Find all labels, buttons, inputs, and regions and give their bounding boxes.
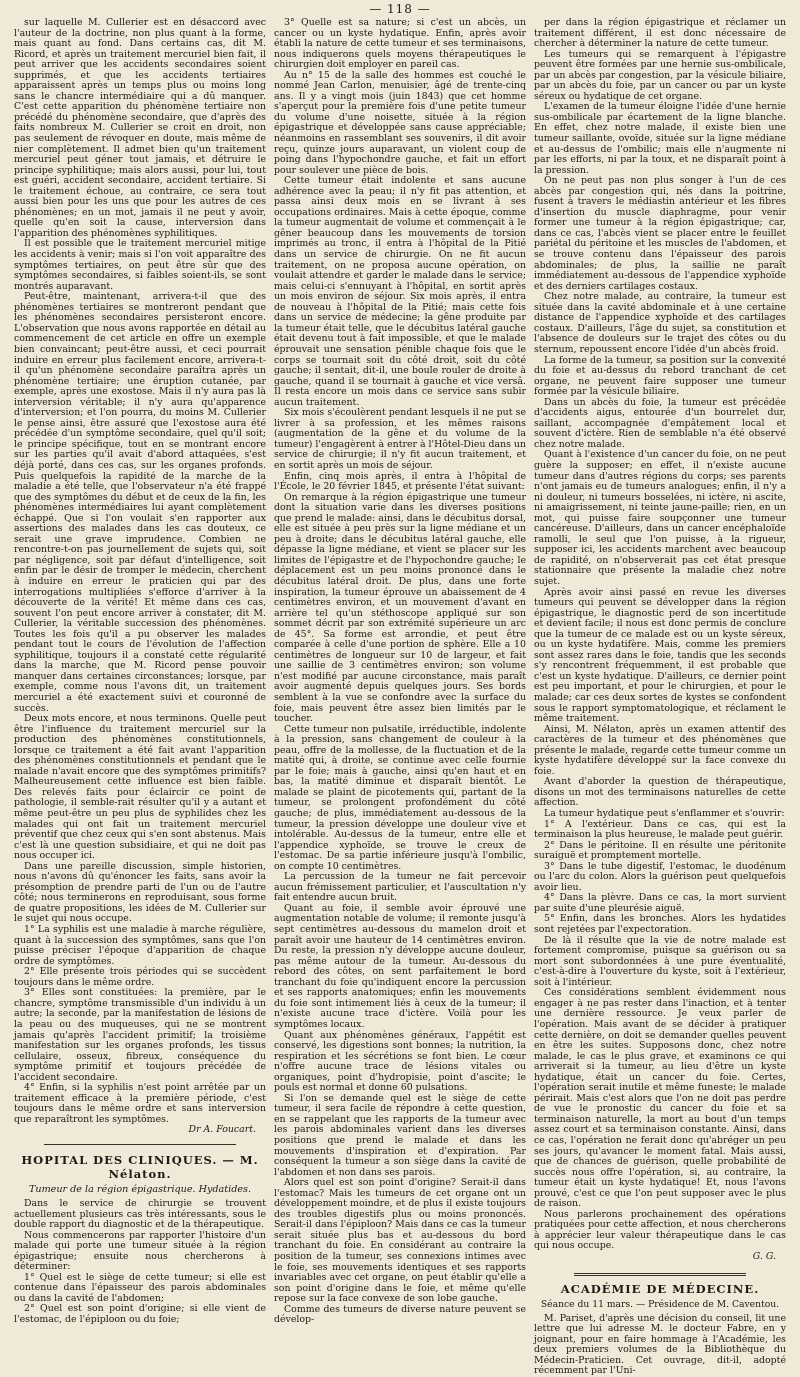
paragraph: 3° Elles sont constituées: la première, par le chancre, symptôme transmissible d'un individu à un autre; la seconde, par la manifestation de lésions de la peau ou des muqueuses, qui ne se montrent jamais qu'après l'accident primitif; la troisième manifestation sur les organes profonds, les tissus cellulaire, osseux, fibreux, conséquence du symptôme primitif et toujours précédée de l'accident secondaire. — [14, 987, 266, 1083]
paragraph: Avant d'aborder la question de thérapeutique, disons un mot des terminaisons naturelles de cette affection. — [534, 776, 786, 809]
paragraph: 2° Dans le péritoine. Il en résulte une péritonite suraiguë et promptement mortelle. — [534, 839, 786, 862]
paragraph: Quant à l'existence d'un cancer du foie, on ne peut guère la supposer; en effet, il n'existe aucune tumeur dans d'autres régions du corps; ses parents n'ont jamais eu de tumeurs analogues; enfin, il n'y a ni douleur, ni tumeurs bosselées, ni ictère, ni ascite, ni amaigrissement, ni teinte jaune-paille; rien, en un mot, qui puisse faire soupçonner une tumeur cancéreuse. D'ailleurs, dans un cancer encéphaloïde ramolli, le seul que l'on puisse, à la rigueur, supposer ici, les accidents marchent avec beaucoup de rapidité, on n'observerait pas cet état presque stationnaire que présente la maladie chez notre sujet. — [534, 449, 787, 587]
paragraph: per dans la région épigastrique et réclamer un traitement différent, il est donc nécessaire de chercher à déterminer la nature de cette tumeur. — [534, 17, 786, 50]
paragraph: sur laquelle M. Cullerier est en désaccord avec l'auteur de la doctrine, non plus quant à la forme, mais quant au fond. Dans certains cas, dit M. Ricord, et après un traitement mercuriel bien fait, il peut arriver que les accidents secondaires soient supprimés, et que les accidents tertiaires apparaissent après un temps plus ou moins long sans le chancre intermédiaire qui a dû manquer. C'est cette apparition du phénomène tertiaire non précédé du phénomène secondaire, que d'après des faits nombreux M. Cullerier se croit en droit, non pas seulement de révoquer en doute, mais même de nier complètement. Il admet bien qu'un traitement mercuriel peut géner tout jamais, et détruire le principe syphilitique; mais alors aussi, pour lui, tout est guéri, accident secondaire, accident tertiaire. Si le traitement échoue, au contraire, ce sera tout aussi bien pour les uns que pour les autres de ces phénomènes; en un mot, jamais il ne peut y avoir, quelle qu'en soit la cause, interversion dans l'apparition des phénomènes syphilitiques. — [14, 17, 266, 239]
paragraph: La forme de la tumeur, sa position sur la convexité du foie et au-dessus du rebord tranchant de cet organe, ne peuvent faire supposer une tumeur formée par la vésicule biliaire. — [534, 354, 786, 398]
paragraph: On ne peut pas non plus songer à l'un de ces abcès par congestion qui, nés dans la poitrine, fusent à travers le médiastin antérieur et les fibres d'insertion du muscle diaphragme, pour venir former une tumeur à la région épigastrique; car, dans ce cas, l'abcès vient se placer entre le feuillet pariétal du péritoine et les muscles de l'abdomen, et se trouve contenu dans l'épaisseur des parois abdominales; de plus, la saillie ne paraît immédiatement au-dessous de l'appendice xyphoïde et des derniers cartilages costaux. — [534, 175, 786, 292]
hopital-signature: G. G. — [752, 1250, 776, 1262]
paragraph: Quant au foie, il semble avoir éprouvé une augmentation notable de volume; il remonte jusqu'à sept centimètres au-dessous du mamelon droit et paraît avoir une hauteur de 14 centimètres environ. Du reste, la pression n'y développe aucune douleur, pas même autour de la tumeur. Au-dessous du rebord des côtes, on sent parfaitement le bord tranchant du foie qu'indiquent encore la percussion et ses rapports anatomiques; enfin les mouvements du foie sont intimement liés à ceux de la tumeur; il n'existe aucune trace d'ictère. Voilà pour les symptômes locaux. — [274, 902, 526, 1030]
paragraph: 3° Quelle est sa nature; si c'est un abcès, un cancer ou un kyste hydatique. Enfin, après avoir établi la nature de cette tumeur et ses terminaisons, nous indiquerons quels moyens thérapeutiques le chirurgien doit employer en pareil cas. — [274, 17, 526, 71]
paragraph: On remarque à la région épigastrique une tumeur dont la situation varie dans les diverses positions que prend le malade: ainsi, dans le décubitus dorsal, elle est située à peu près sur la ligne médiane et un peu à droite; dans le décubitus latéral gauche, elle dépasse la ligne médiane, et vient se placer sur les limites de l'épigastre et de l'hypochondre gauche; le déplacement est un peu moins prononcé dans le décubitus latéral droit. De plus, dans une forte inspiration, la tumeur éprouve un abaissement de 4 centimètres environ, et un mouvement d'avant en arrière tel qu'un stéthoscope appliqué sur son sommet décrit par son extrémité supérieure un arc de 45°. Sa forme est arrondie, et peut être comparée à celle d'une portion de sphère. Elle a 10 centimètres de longueur sur 10 de largeur, et fait une saillie de 3 centimètres environ; son volume n'est modifié par aucune circonstance, mais paraît avoir augmenté depuis quelques jours. Ses bords semblent à la vue se confondre avec la surface du foie, mais peuvent être assez bien limités par le toucher. — [274, 491, 526, 725]
paragraph: 2° Elle présente trois périodes qui se succèdent toujours dans le même ordre. — [14, 966, 266, 988]
column-1 — [14, 17, 266, 1325]
separator-rule — [44, 1144, 236, 1145]
paragraph: Dans le service de chirurgie se trouvent actuellement plusieurs cas très intéressants, sous le double rapport du diagnostic et de la thérapeutique. — [14, 1197, 266, 1231]
paragraph: M. Pariset, d'après une décision du conseil, lit une lettre que lui adresse M. le docteur Fabre, en y joignant, pour en faire hommage à l'Académie, les deux premiers volumes de la Bibliothèque du Médecin-Praticien. Cet ouvrage, dit-il, adopté récemment par l'Uni- — [534, 1312, 786, 1377]
paragraph: Six mois s'écoulèrent pendant lesquels il ne put se livrer à sa profession, et les mêmes raisons (augmentation de la gêne et du volume de la tumeur) l'engagèrent à entrer à l'Hôtel-Dieu dans un service de chirurgie; il n'y fit aucun traitement, et en sortit après un mois de séjour. — [274, 407, 526, 471]
paragraph: De là il résulte que la vie de notre malade est fortement compromise, puisque sa guérison ou sa mort sont subordonnées à une pure éventualité, c'est-à-dire à l'ouverture du kyste, soit à l'extérieur, soit à l'intérieur. — [534, 934, 786, 988]
paragraph: Peut-être, maintenant, arrivera-t-il que des phénomènes tertiaires se montreront pendant que les phénomènes secondaires persisteront encore. L'observation que nous avons rapportée en détail au commencement de cet article en offre un exemple bien convaincant; peut-être aussi, et ceci pourrait induire en erreur plus facilement encore, arrivera-t-il qu'un phénomène secondaire paraîtra après un phénomène tertiaire; une éruption cutanée, par exemple, après une exostose. Mais il n'y aura pas là interversion véritable; il n'y aura qu'apparence d'interversion; et l'on pourra, du moins M. Cullerier le pense ainsi, être assuré que l'exostose aura été précédée d'un symptôme secondaire, quel qu'il soit; le principe spécifique, tout en se montrant encore sur les parties qu'il avait d'abord attaquées, s'est déjà porté, dans ces cas, sur les organes profonds. Puis quelquefois la rapidité de la marche de la maladie a été telle, que l'observateur n'a été frappé que des symptômes du début et de ceux de la fin, les phénomènes intermédiaires lui ayant complètement échappé. Que si l'on voulait s'en rapporter aux assertions des malades dans les cas douteux, ce serait une grave imprudence. Combien ne rencontre-t-on pas journellement de sujets qui, soit par négligence, soit par défaut d'intelligence, soit enfin par le désir de tromper le médecin, cherchent à induire en erreur le praticien qui par des interrogations multipliées s'efforce d'arriver à la découverte de la vérité! Et même dans ces cas, souvent l'on peut encore arriver à constater, dit M. Cullerier, la véritable succession des phénomènes. Toutes les fois qu'il a pu observer les malades pendant tout le cours de l'évolution de l'affection syphilitique, toujours il a constaté cette régularité dans la marche, que M. Ricord pense pouvoir manquer dans certaines circonstances; lorsque, par exemple, comme nous l'avons dit, un traitement mercuriel a été exactement suivi et couronné de succès. — [14, 291, 266, 714]
hopital-heading: HOPITAL DES CLINIQUES. — M. Nélaton. — [21, 1152, 259, 1181]
paragraph: 1° La syphilis est une maladie à marche régulière, quant à la succession des symptômes, sans que l'on puisse préciser l'époque d'apparition de chaque ordre de symptômes. — [14, 924, 266, 967]
columns — [14, 17, 787, 1377]
paragraph: Dans un abcès du foie, la tumeur est précédée d'accidents aigus, entourée d'un bourrelet dur, saillant, accompagnée d'empâtement local et souvent d'ictère. Rien de semblable n'a été observé chez notre malade. — [534, 396, 786, 450]
hopital-subheading: Tumeur de la région épigastrique. Hydatides. — [29, 1183, 251, 1195]
column-3 — [534, 17, 787, 1377]
paragraph: 1° Quel est le siège de cette tumeur; si elle est contenue dans l'épaisseur des parois abdominales ou dans la cavité de l'abdomen; — [14, 1271, 266, 1304]
paragraph: Nous parlerons prochainement des opérations pratiquées pour cette affection, et nous chercherons à apprécier leur valeur thérapeutique dans le cas qui nous occupe. — [534, 1208, 786, 1252]
paragraph: Les tumeurs qui se remarquent à l'épigastre peuvent être formées par une hernie sus-ombilicale, par un abcès par congestion, par la vésicule biliaire, par un abcès du foie, par un cancer ou par un kyste séreux ou hydatique de cet organe. — [534, 48, 786, 102]
paragraph: Il est possible que le traitement mercuriel mitige les accidents à venir; mais si l'on voit apparaître des symptômes tertiaires, on peut être sûr que des symptômes secondaires, si faibles soient-ils, se sont montrés auparavant. — [14, 238, 266, 292]
paragraph: 5° Enfin, dans les bronches. Alors les hydatides sont rejetées par l'expectoration. — [534, 913, 786, 936]
paragraph: Enfin, cinq mois après, il entra à l'hôpital de l'École, le 20 février 1845, et présente l'état suivant: — [274, 470, 526, 493]
paragraph: Alors quel est son point d'origine? Serait-il dans l'estomac? Mais les tumeurs de cet organe ont un développement moindre, et de plus il existe toujours des troubles digestifs plus ou moins prononcés. Serait-il dans l'épiploon? Mais dans ce cas la tumeur serait située plus bas et au-dessous du bord tranchant du foie. En considérant au contraire la position de la tumeur, ses connexions intimes avec le foie, ses mouvements identiques et ses rapports invariables avec cet organe, on peut établir qu'elle a son point d'origine dans le foie, et même qu'elle repose sur la face convexe de son lobe gauche. — [274, 1177, 526, 1305]
paragraph: L'examen de la tumeur éloigne l'idée d'une hernie sus-ombilicale par écartement de la ligne blanche. En effet, chez notre malade, il existe bien une tumeur saillante, ovoïde, située sur la ligne médiane et au-dessus de l'ombilic; mais elle n'augmente ni par les efforts, ni par la toux, et ne disparaît point à la pression. — [534, 101, 786, 176]
paragraph: Deux mots encore, et nous terminons. Quelle peut être l'influence du traitement mercuriel sur la production des phénomènes constitutionnels, lorsque ce traitement a été fait avant l'apparition des phénomènes constitutionnels et pendant que le malade n'avait encore que des symptômes primitifs? Malheureusement cette influence est bien faible. Des relevés faits pour éclaircir ce point de pathologie, il semble-rait résulter qu'il y a autant et même peut-être un peu plus de syphilides chez les malades qui ont fait un traitement mercuriel préventif que chez ceux qui s'en sont abstenus. Mais c'est là une question subsidiaire, et qui ne doit pas nous occuper ici. — [14, 713, 266, 862]
paragraph: Ainsi, M. Nélaton, après un examen attentif des caractères de la tumeur et des phénomènes que présente le malade, regarde cette tumeur comme un kyste hydatifère développé sur la face convexe du foie. — [534, 723, 786, 777]
paragraph: Dans une pareille discussion, simple historien, nous n'avons dû qu'énoncer les faits, sans avoir la présomption de prendre parti de l'un ou de l'autre côté; nous terminerons en reproduisant, sous forme de quatre propositions, les idées de M. Cullerier sur le sujet qui nous occupe. — [14, 860, 266, 925]
paragraph: 2° Quel est son point d'origine; si elle vient de l'estomac, de l'épiploon ou du foie; — [14, 1303, 266, 1325]
page-number: — 118 — — [369, 2, 431, 16]
paragraph: 4° Enfin, si la syphilis n'est point arrêtée par un traitement efficace à la première période, c'est toujours dans le même ordre et sans interversion que reparaîtront les symptômes. — [14, 1082, 266, 1125]
paragraph: Quant aux phénomènes généraux, l'appétit est conservé, les digestions sont bonnes; la nutrition, la respiration et les sécrétions se font bien. Le cœur n'offre aucune trace de lésions vitales ou organiques, point d'hydropisie, point d'ascite; le pouls est normal et donne 60 pulsations. — [274, 1029, 526, 1094]
paragraph: 3° Dans le tube digestif, l'estomac, le duodénum ou l'arc du colon. Alors la guérison peut quelquefois avoir lieu. — [534, 860, 786, 893]
paragraph: 4° Dans la plèvre. Dans ce cas, la mort survient par suite d'une pleurésie aiguë. — [534, 892, 786, 914]
paragraph: Après avoir ainsi passé en revue les diverses tumeurs qui peuvent se développer dans la région épigastrique, le diagnostic perd de son incertitude et devient facile; il nous est donc permis de conclure que la tumeur de ce malade est ou un kyste séreux, ou un kyste hydatifère. Mais, comme les premiers sont assez rares dans le foie, tandis que les seconds s'y rencontrent fréquemment, il est probable que c'est un kyste hydatique. D'ailleurs, ce dernier point est peu important, et pour le chirurgien, et pour le malade; car ces deux sortes de kystes se confondent sous le rapport symptomatologique, et réclament le même traitement. — [534, 586, 786, 725]
paragraph: La percussion de la tumeur ne fait percevoir aucun frémissement particulier, et l'auscultation n'y fait entendre aucun bruit. — [274, 871, 526, 904]
hopital-article-start — [14, 1199, 266, 1326]
hopital-article-continued — [274, 18, 526, 1326]
academie-session: Séance du 11 mars. — Présidence de M. Caventou. — [540, 1298, 780, 1310]
paragraph: Au n° 15 de la salle des hommes est couché le nommé Jean Carlon, menuisier, âgé de trente-cinq ans. Il y a vingt mois (juin 1843) que cet homme s'aperçut pour la première fois d'une petite tumeur du volume d'une noisette, située à la région épigastrique et développée sans cause appréciable; néanmoins en rassemblant ses souvenirs, il dit avoir reçu, quinze jours auparavant, un violent coup de poing dans l'hypochondre gauche, et fait un effort pour soulever une pièce de bois. — [274, 69, 526, 176]
paragraph: Chez notre malade, au contraire, la tumeur est située dans la cavité abdominale et à une certaine distance de l'appendice xyphoïde et des cartilages costaux. D'ailleurs, l'âge du sujet, sa constitution et l'absence de douleurs sur le trajet des côtes ou du sternum, repoussent encore l'idée d'un abcès froid. — [534, 291, 786, 355]
foucart-article — [14, 18, 266, 1125]
separator-rule-double — [574, 1273, 746, 1276]
paragraph: Si l'on se demande quel est le siège de cette tumeur, il sera facile de répondre à cette question, en se rappelant que les rapports de la tumeur avec les parois abdominales varient dans les diverses positions que prend le malade et dans les mouvements d'inspiration et d'expiration. Par conséquent la tumeur a son siège dans la cavité de l'abdomen et non dans ses parois. — [274, 1092, 526, 1178]
academie-article — [534, 1314, 786, 1377]
column-2 — [274, 17, 526, 1326]
paragraph: La tumeur hydatique peut s'enflammer et s'ouvrir: — [544, 808, 785, 820]
hopital-article-end — [534, 18, 786, 1252]
paragraph: Cette tumeur non pulsatile, irréductible, indolente à la pression, sans changement de couleur à la peau, offre de la mollesse, de la fluctuation et de la matité qui, à droite, se continue avec celle fournie par le foie; mais à gauche, ainsi qu'en haut et en bas, la matité diminue et disparaît bientôt. Le malade se plaint de picotements qui, partant de la tumeur, se prolongent profondément du côté gauche; de plus, immédiatement au-dessous de la tumeur, la pression développe une douleur vive et intolérable. Au-dessus de la tumeur, entre elle et l'appendice xyphoïde, se trouve le creux de l'estomac. De sa partie inférieure jusqu'à l'ombilic, on compte 10 centimètres. — [274, 723, 526, 872]
paragraph: Cette tumeur était indolente et sans aucune adhérence avec la peau; il n'y fit pas attention, et passa ainsi deux mois en se livrant à ses occupations ordinaires. Mais à cette époque, comme la tumeur augmentait de volume et commençait à le gêner beaucoup dans les mouvements de torsion imprimés au tronc, il entra à l'hôpital de la Pitié dans un service de chirurgie. On ne fit aucun traitement, on ne proposa aucune opération, on voulait attendre et garder le malade dans le service; mais celui-ci s'ennuyant à l'hôpital, en sortit après un mois environ de séjour. Six mois après, il entra de nouveau à l'hôpital de la Pitié; mais cette fois dans un service de médecine; la gêne produite par la tumeur était telle, que le décubitus latéral gauche était devenu tout à fait impossible, et que le malade éprouvait une sensation pénible chaque fois que le corps se tournait soit du côté droit, soit du côté gauche; il sentait, dit-il, une boule rouler de droite à gauche, quand il se tournait à gauche et vice versâ. Il resta encore un mois dans ce service sans subir aucun traitement. — [274, 175, 526, 408]
paragraph: 1° A l'extérieur. Dans ce cas, qui est la terminaison la plus heureuse, le malade peut guérir. — [534, 818, 786, 841]
paragraph: Comme des tumeurs de diverse nature peuvent se dévelop- — [274, 1303, 526, 1326]
foucart-signature: Dr A. Foucart. — [188, 1124, 256, 1136]
paragraph: Nous commencerons par rapporter l'histoire d'un malade qui porte une tumeur située à la région épigastrique; ensuite nous chercherons à déterminer: — [14, 1229, 266, 1273]
paragraph: Ces considérations semblent évidemment nous engager à ne pas rester dans l'inaction, et à tenter une dernière ressource. Je veux parler de l'opération. Mais avant de se décider à pratiquer cette dernière, on doit se demander quelles peuvent en être les suites. Supposons donc, chez notre malade, le cas le plus grave, et examinons ce qui arriverait si la tumeur, au lieu d'être un kyste hydatique, était un cancer du foie. Certes, l'opération serait inutile et même funeste; le malade périrait. Mais c'est alors que l'on ne doit pas perdre de vue le pronostic du cancer du foie et sa terminaison naturelle, la mort au bout d'un temps assez court et sa terminaison constante. Ainsi, dans ce cas, l'opération ne ferait donc qu'abréger un peu ses jours, qu'avancer le moment fatal. Mais aussi, que de chances de guérison, quelle probabilité de succès nous offre l'opération, si, au contraire, la tumeur était un kyste hydatique! Et, nous l'avons prouvé, c'est ce que l'on peut supposer avec le plus de raison. — [534, 987, 786, 1210]
academie-heading: ACADÉMIE DE MÉDECINE. — [560, 1281, 760, 1296]
